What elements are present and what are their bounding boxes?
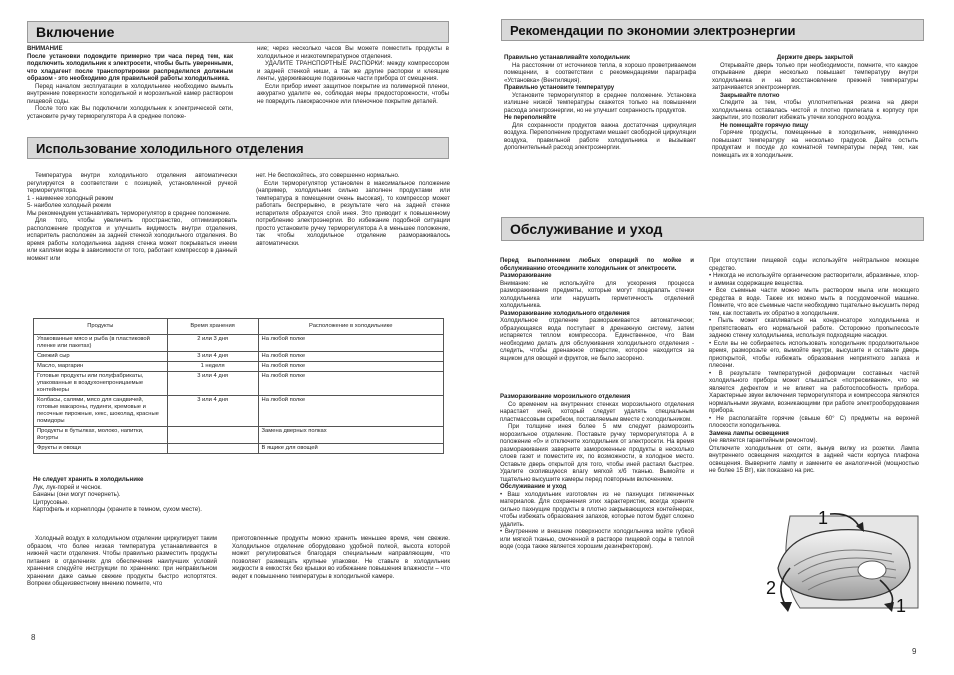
paragraph: • Если вы не собираетесь использовать холодильник продолжительное время, разморозьте его, вымойте внутри, высушите и оставьте дверь приоткрытой, чтобы избежать образования неприятного запаха и плесени. — [709, 339, 919, 369]
paragraph: 5- наиболее холодный режим — [27, 202, 111, 209]
paragraph: • Пыль может скапливаться на конденсаторе холодильника и препятствовать его нормальной работе. Осторожно пропылесосьте заднюю стенку холодильника, используя подходящие насадки. — [709, 317, 919, 339]
table-cell: Масло, маргарин — [34, 362, 168, 372]
paragraph: После установки подождите примерно три часа перед тем, как подключить холодильник к электросети, чтобы быть уверенными, что хладагент после транспортировки распределился должным образом - это необходимо для правильной работы холодильника. — [27, 52, 233, 82]
list-item: Цитрусовые. — [33, 498, 70, 506]
table-cell: Колбасы, салями, мясо для сандвичей, готовые макароны, пудинги, кремовые и песочные пирожные, кекс, шоколад, красные помидоры — [34, 396, 168, 427]
subheading: Замена лампы освещения — [709, 429, 789, 437]
econ-col2 — [712, 54, 918, 159]
section-header-service — [501, 217, 924, 241]
paragraph: • Не располагайте горячие (свыше 60° C) предметы на верхней плоскости холодильника. — [709, 414, 919, 429]
table-cell: 3 или 4 дня — [167, 352, 258, 362]
table-cell: 2 или 3 дня — [167, 335, 258, 352]
table-cell: Свежий сыр — [34, 352, 168, 362]
subheading: Правильно установите температуру — [504, 84, 615, 91]
column-header: Продукты — [34, 319, 168, 335]
paragraph: Если прибор имеет защитное покрытие из полимерной пленки, аккуратно удалите ее, соблюдая меры предосторожности, чтобы не повредить лакокрасочное или пленочное покрытие деталей. — [257, 82, 449, 105]
section-header-vkluchenie — [27, 21, 449, 43]
paragraph: • В результате температурной деформации составных частей холодильного прибора может слышаться «потрескивание», что не является дефектом и не влияет на работоспособность прибора. Характерные звуки включения терморегулятора и компрессора являются нормальными звуками, возникающими при работе электрооборудования прибора. — [709, 369, 919, 414]
paragraph: Открывайте дверь только при необходимости, помните, что каждое открывание двери несколько повышает температуру внутри холодильника и на восстановление прежней температуры затрачивается электроэнергия. — [712, 61, 918, 91]
page-number-left: 8 — [31, 633, 36, 642]
use-col2 — [256, 172, 450, 247]
list-item: Картофель и корнеплоды (храните в темном, сухом месте). — [33, 506, 202, 513]
column-header: Время хранения — [167, 319, 258, 335]
serv-col2 — [709, 257, 919, 475]
table-cell: На любой полке — [258, 335, 443, 352]
paragraph: (не является гарантийным ремонтом). — [709, 437, 818, 444]
section-title: Включение — [36, 24, 115, 40]
table-row — [34, 427, 444, 444]
section-title: Рекомендации по экономии электроэнергии — [510, 22, 796, 38]
paragraph: 1 - наименее холодный режим — [27, 194, 114, 202]
paragraph: Установите терморегулятор в среднее положение. Установка излишне низкой температуры скажется только на повышении расхода электроэнергии, но не улучшит сохранность продуктов. — [504, 91, 696, 114]
section-title: Использование холодильного отделения — [36, 140, 304, 156]
paragraph: После того как Вы подключили холодильник к электрической сети, установите ручку терморегулятора A в среднее положе- — [27, 105, 233, 120]
paragraph: приготовленные продукты можно хранить меньшее время, чем свежие. Холодильное отделение оборудовано удобной полкой, высота которой может регулироваться благодаря специальным направляющим, что позволяет размещать крупные упаковки. Не ставьте в холодильник жидкости в емкостях без крышки во избежание повышения влажности – что ведет к повышению температуры в холодильной камере. — [232, 535, 450, 580]
subheading: Обслуживание и уход — [500, 483, 567, 490]
paragraph: Перед началом эксплуатации в холодильнике необходимо вымыть внутренние поверхности холодильной и морозильной камер раствором пищевой соды. — [27, 82, 233, 105]
vkl-col1 — [27, 45, 233, 120]
table-cell: 1 неделя — [167, 362, 258, 372]
paragraph: • Внутренние и внешние поверхности холодильника мойте губкой или мягкой тканью, смоченной в растворе пищевой соды в теплой воде (сода также является хорошим дезинфектором). — [500, 528, 694, 550]
paragraph: Температура внутри холодильного отделения автоматически регулируется в соответствии с позицией, установленной ручкой терморегулятора. — [27, 172, 237, 194]
table-cell — [167, 427, 258, 444]
paragraph: ВНИМАНИЕ — [27, 45, 63, 52]
serv-col1a — [500, 257, 694, 362]
table-row — [34, 372, 444, 396]
subheading: Не переполняйте — [504, 114, 557, 121]
table-cell: На любой полке — [258, 362, 443, 372]
list-title: Не следует хранить в холодильнике — [33, 476, 144, 483]
table-cell: На любой полке — [258, 372, 443, 396]
figure-label-1-top: 1 — [818, 508, 829, 528]
table-header-row — [34, 319, 444, 335]
bottom-col2 — [232, 535, 450, 580]
paragraph: При толщине инея более 5 мм следует разморозить морозильное отделение. Поставьте ручку терморегулятора A в положение «0» и отключите холодильник от электросети. На время размораживания заверните замороженные продукты в несколько слоев газет и поместите их, по возможности, в холодное место. Оставьте дверь открытой для того, чтобы иней растаял быстрее. Удалите скопившуюся влагу мягкой х/б тканью. Вымойте и тщательно высушите камеры перед повторным включением. — [500, 423, 694, 483]
vkl-col2 — [257, 45, 449, 105]
section-header-economy — [501, 19, 924, 41]
list-item: Бананы (они могут почернеть). — [33, 491, 121, 498]
paragraph: Следите за тем, чтобы уплотнительная резина на двери холодильника оставалась чистой и плотно прилегала к корпусу при закрытии, это позволит избежать утечки холодного воздуха. — [712, 99, 918, 121]
serv-col1b — [500, 393, 694, 551]
table-cell: Упакованные мясо и рыба (в пластиковой пленке или пакетах) — [34, 335, 168, 352]
subheading: Не помещайте горячую пищу — [720, 121, 809, 129]
paragraph: нет. Не беспокойтесь, это совершенно нормально. — [256, 172, 400, 179]
column-header: Расположение в холодильнике — [258, 319, 443, 335]
paragraph: Если терморегулятор установлен в максимальное положение (например, холодильник сильно заполнен продуктами или температура в помещении очень высокая), то компрессор может работать беспрерывно, в результате чего на задней стенке испарителя образуется слой инея. Это приводит к повышенному потреблению электроэнергии. Во избежание подобной ситуации просто установите ручку терморегулятора A в меньшее положение, так чтобы холодильное отделение размораживалось автоматически. — [256, 179, 450, 247]
table-cell: На любой полке — [258, 396, 443, 427]
paragraph: На расстоянии от источников тепла, в хорошо проветриваемом помещении, в соответствии с рекомендациями параграфа «Установка» (Вентиляция). — [504, 61, 696, 84]
subheading: Держите дверь закрытой — [776, 54, 854, 61]
table-cell: В ящике для овощей — [258, 444, 443, 454]
subheading: Размораживание — [500, 272, 552, 279]
econ-col1 — [504, 54, 696, 152]
table-row — [34, 396, 444, 427]
paragraph: Холодильное отделение размораживается автоматически; образующаяся вода поступает в дренажную систему, затем испаряется теплом компрессора. Единственное, что Вам необходимо делать для обслуживания холодильного отделения - следить, чтобы дренажное отверстие, которое находится за ящиком для овощей и фруктов, не было засорено. — [500, 317, 694, 362]
figure-label-1-bottom: 1 — [896, 596, 907, 616]
table-cell: Замена дверных полках — [258, 427, 443, 444]
table-cell — [167, 444, 258, 454]
subheading: Размораживание морозильного отделения — [500, 393, 631, 400]
table-cell: 3 или 4 дня — [167, 372, 258, 396]
lamp-replacement-figure — [760, 508, 920, 616]
paragraph: При отсутствии пищевой соды используйте нейтральное моющее средство. — [709, 257, 919, 272]
table-row — [34, 352, 444, 362]
no-store-list — [33, 476, 263, 514]
table-cell: 3 или 4 дня — [167, 396, 258, 427]
table-cell: Продукты в бутылках, молоко, напитки, йогурты — [34, 427, 168, 444]
paragraph: ние; через несколько часов Вы можете поместить продукты в холодильное и низкотемпературное отделения. — [257, 45, 449, 60]
table-row — [34, 444, 444, 454]
table-cell: Фрукты и овощи — [34, 444, 168, 454]
paragraph: Горячие продукты, помещенные в холодильник, немедленно повышают температуру на несколько градусов. Дайте остыть продуктам и посуде до комнатной температуры перед тем, как помещать их в холодильник. — [712, 129, 918, 159]
table-body — [34, 335, 444, 454]
table-cell: Готовые продукты или полуфабрикаты, упакованные в воздухонепроницаемые контейнеры — [34, 372, 168, 396]
paragraph: • Все съемные части можно мыть раствором мыла или моющего средства в воде. Также их можно мыть в посудомоечной машине. Помните, что все съемные части необходимо тщательно высушить перед тем, как поставить их обратно в холодильник. — [709, 287, 919, 317]
paragraph: УДАЛИТЕ ТРАНСПОРТНЫЕ РАСПОРКИ: между компрессором и задней стенкой ниши, а так же другие распорки и клеящие ленты, удерживающие подвижные части прибора от смещения. — [257, 60, 449, 82]
subheading: Правильно устанавливайте холодильник — [504, 54, 630, 61]
section-title: Обслуживание и уход — [510, 221, 663, 237]
table-cell: На любой полке — [258, 352, 443, 362]
paragraph: Со временем на внутренних стенках морозильного отделения нарастает иней, который следует удалять специальным пластмассовым скребком, поставляемым вместе с холодильником. — [500, 400, 694, 423]
paragraph: • Никогда не используйте органические растворители, абразивные, хлор- и аммиак содержащие вещества. — [709, 272, 919, 287]
storage-table — [33, 318, 444, 454]
list-item: Лук, лук-порей и чеснок. — [33, 483, 102, 491]
paragraph: Холодный воздух в холодильном отделении циркулирует таким образом, что более низкая температура устанавливается в нижней части отделения. Чтобы правильно разместить продукты питания в отделениях для обеспечения наилучших условий хранения следуйте инструкции по хранению: при неправильном хранении даже самые свежие продукты быстро испортятся. Вопреки общеизвестному мнению помните, что — [27, 535, 217, 587]
paragraph: Отключите холодильник от сети, вынув вилку из розетки. Лампа внутреннего освещения находится в задней части корпуса плафона освещения. Выверните лампу и замените ее аналогичной (мощностью не более 15 Вт), как показано на рис. — [709, 444, 919, 474]
paragraph: Для сохранности продуктов важна достаточная циркуляция воздуха. Переполнение продуктами мешает свободной циркуляции воздуха, правильной работе холодильника и вызывает дополнительный расход электроэнергии. — [504, 121, 696, 151]
paragraph: Мы рекомендуем устанавливать терморегулятор в среднее положение. — [27, 209, 231, 217]
paragraph: Внимание: не используйте для ускорения процесса размораживания предметы, которые могут поцарапать стенки холодильника или нарушить герметичность отделений холодильника. — [500, 279, 694, 309]
figure-label-2: 2 — [766, 578, 777, 598]
section-header-usage — [27, 137, 449, 159]
table-row — [34, 335, 444, 352]
paragraph: • Ваш холодильник изготовлен из не пахнущих гигиеничных материалов. Для сохранения этих характеристик, всегда храните сильно пахнущие продукты в плотно закрывающихся контейнерах, чтобы избежать образования запахов, которые потом будет сложно удалить. — [500, 490, 694, 528]
subheading: Закрывайте плотно — [720, 91, 780, 99]
use-col1 — [27, 172, 237, 262]
page-number-right: 9 — [912, 647, 917, 656]
bottom-col1 — [27, 535, 217, 588]
subheading: Размораживание холодильного отделения — [500, 309, 630, 317]
paragraph: Перед выполнением любых операций по мойке и обслуживанию отсоедините холодильник от электросети. — [500, 257, 694, 272]
table-row — [34, 362, 444, 372]
paragraph: Для того, чтобы увеличить пространство, оптимизировать расположение продуктов и улучшить видимость внутри отделения, испаритель расположен за задней стенкой холодильного отделения. Во время работы холодильника задняя стенка может покрываться инеем или каплями воды в зависимости от того, работает компрессор в данный момент или — [27, 217, 237, 262]
